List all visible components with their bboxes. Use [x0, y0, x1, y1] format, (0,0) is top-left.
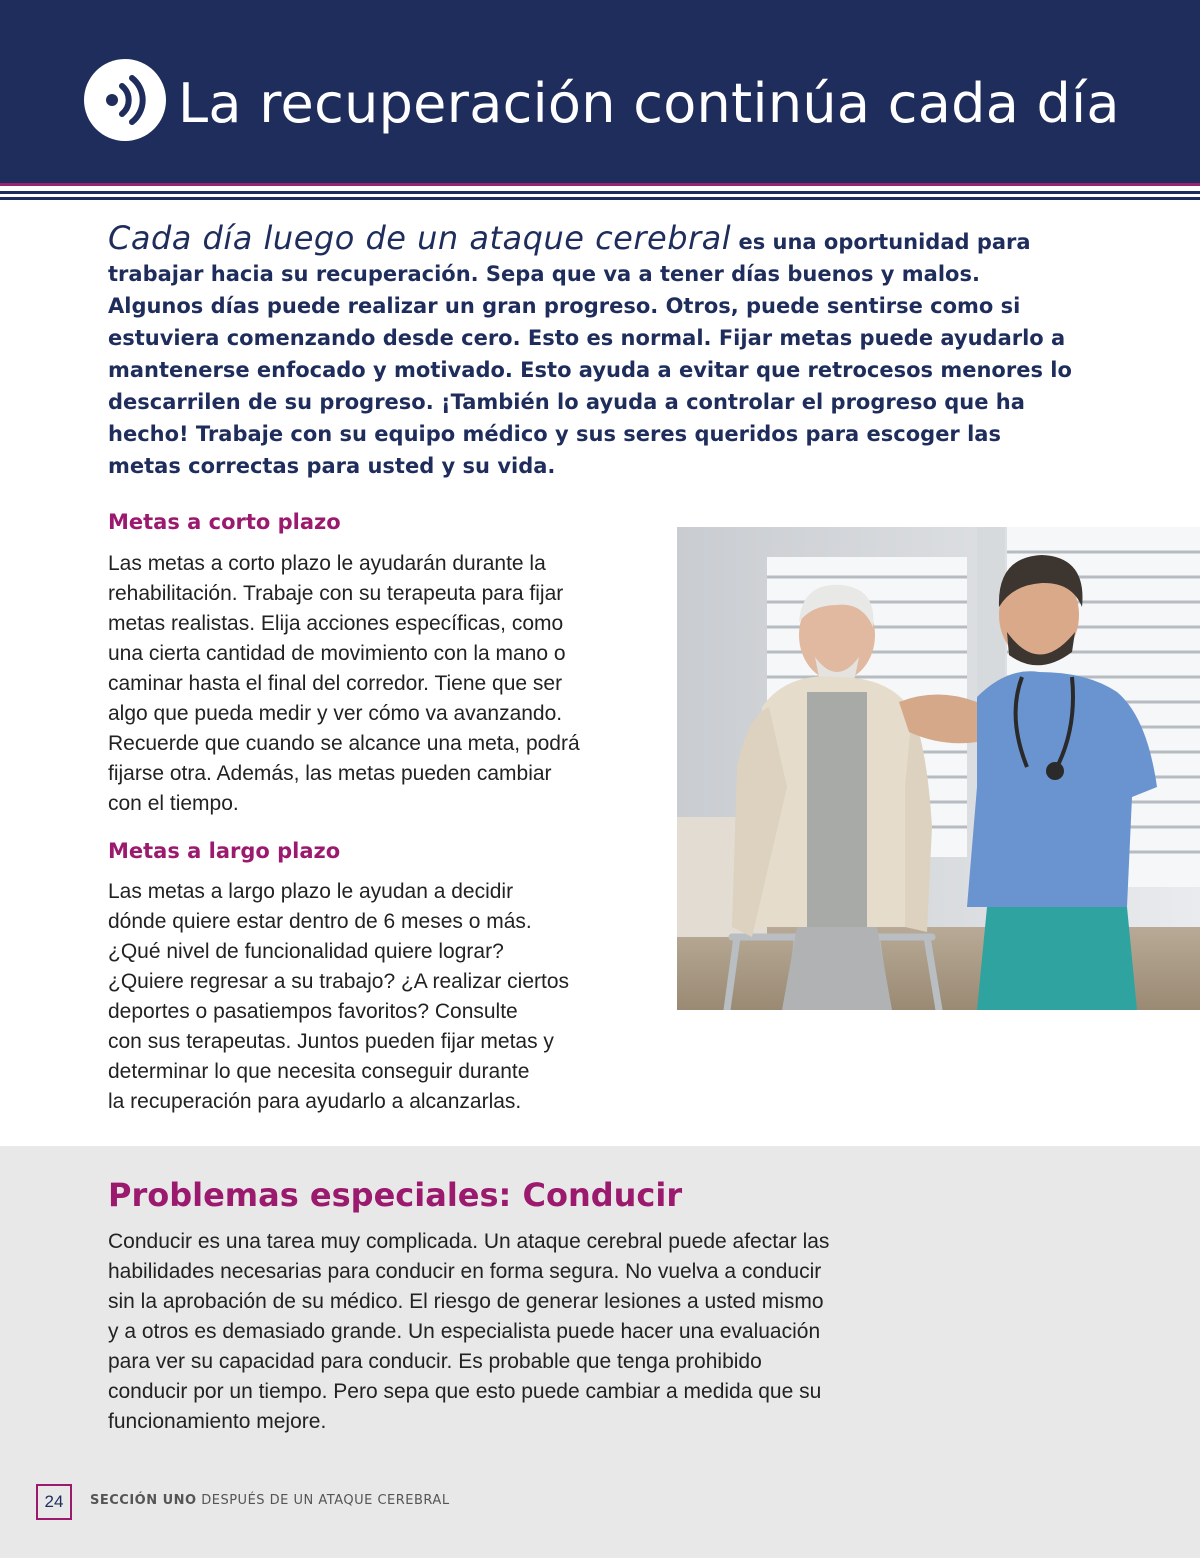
long-term-body: [108, 877, 569, 1117]
intro-paragraph: [108, 219, 1078, 482]
text-line: fijarse otra. Además, las metas pueden cambiar: [108, 762, 552, 785]
sound-waves-icon: [84, 59, 166, 141]
text-line: funcionamiento mejore.: [108, 1410, 327, 1433]
long-term-heading: Metas a largo plazo: [108, 839, 341, 863]
text-line: Las metas a largo plazo le ayudan a decidir: [108, 880, 514, 903]
text-line: ¿Qué nivel de funcionalidad quiere lograr?: [108, 940, 504, 963]
text-line: determinar lo que necesita conseguir durante: [108, 1060, 530, 1083]
driving-body: [108, 1227, 928, 1437]
text-line: y a otros es demasiado grande. Un especialista puede hacer una evaluación: [108, 1320, 821, 1343]
intro-lead: Cada día luego de un ataque cerebral: [108, 219, 732, 257]
text-line: sin la aprobación de su médico. El riesgo de generar lesiones a usted mismo: [108, 1290, 824, 1313]
text-line: dónde quiere estar dentro de 6 meses o más.: [108, 910, 532, 933]
text-line: rehabilitación. Trabaje con su terapeuta para fijar: [108, 582, 564, 605]
text-line: Las metas a corto plazo le ayudarán durante la: [108, 552, 546, 575]
short-term-heading: Metas a corto plazo: [108, 510, 341, 534]
intro-body: es una oportunidad para trabajar hacia su recuperación. Sepa que va a tener días buenos y malos. Algunos días puede realizar un gran progreso. Otros, puede sentirse como si estuviera comenzando desde cero. Esto es normal. Fijar metas puede ayudarlo a mantenerse enfocado y motivado. Esto ayuda a evitar que retrocesos menores lo descarrilen de su progreso. ¡También lo ayuda a controlar el progreso que ha hecho! Trabaje con su equipo médico y sus seres queridos para escoger las metas correctas para usted y su vida.: [108, 230, 1072, 478]
text-line: algo que pueda medir y ver cómo va avanzando.: [108, 702, 563, 725]
text-line: con sus terapeutas. Juntos pueden fijar metas y: [108, 1030, 554, 1053]
text-line: para ver su capacidad para conducir. Es probable que tenga prohibido: [108, 1350, 762, 1373]
page-title: La recuperación continúa cada día: [178, 72, 1120, 135]
text-line: la recuperación para ayudarlo a alcanzarlas.: [108, 1090, 522, 1113]
header-stripes: [0, 183, 1200, 205]
footer-section-label: [90, 1493, 450, 1508]
text-line: con el tiempo.: [108, 792, 239, 815]
short-term-body: [108, 549, 580, 819]
text-line: Recuerde que cuando se alcance una meta, podrá: [108, 732, 580, 755]
footer-section-bold: SECCIÓN UNO: [90, 1493, 197, 1508]
driving-heading: Problemas especiales: Conducir: [108, 1176, 683, 1214]
text-line: caminar hasta el final del corredor. Tiene que ser: [108, 672, 563, 695]
text-line: ¿Quiere regresar a su trabajo? ¿A realizar ciertos: [108, 970, 570, 993]
text-line: conducir por un tiempo. Pero sepa que esto puede cambiar a medida que su: [108, 1380, 822, 1403]
page-number: 24: [36, 1484, 72, 1520]
footer-section-rest: DESPUÉS DE UN ATAQUE CEREBRAL: [196, 1493, 450, 1508]
photo-patient-and-therapist: [677, 527, 1200, 1010]
text-line: una cierta cantidad de movimiento con la mano o: [108, 642, 566, 665]
text-line: metas realistas. Elija acciones específicas, como: [108, 612, 564, 635]
header-banner: [0, 0, 1200, 183]
text-line: Conducir es una tarea muy complicada. Un ataque cerebral puede afectar las: [108, 1230, 830, 1253]
text-line: habilidades necesarias para conducir en forma segura. No vuelva a conducir: [108, 1260, 822, 1283]
text-line: deportes o pasatiempos favoritos? Consulte: [108, 1000, 518, 1023]
